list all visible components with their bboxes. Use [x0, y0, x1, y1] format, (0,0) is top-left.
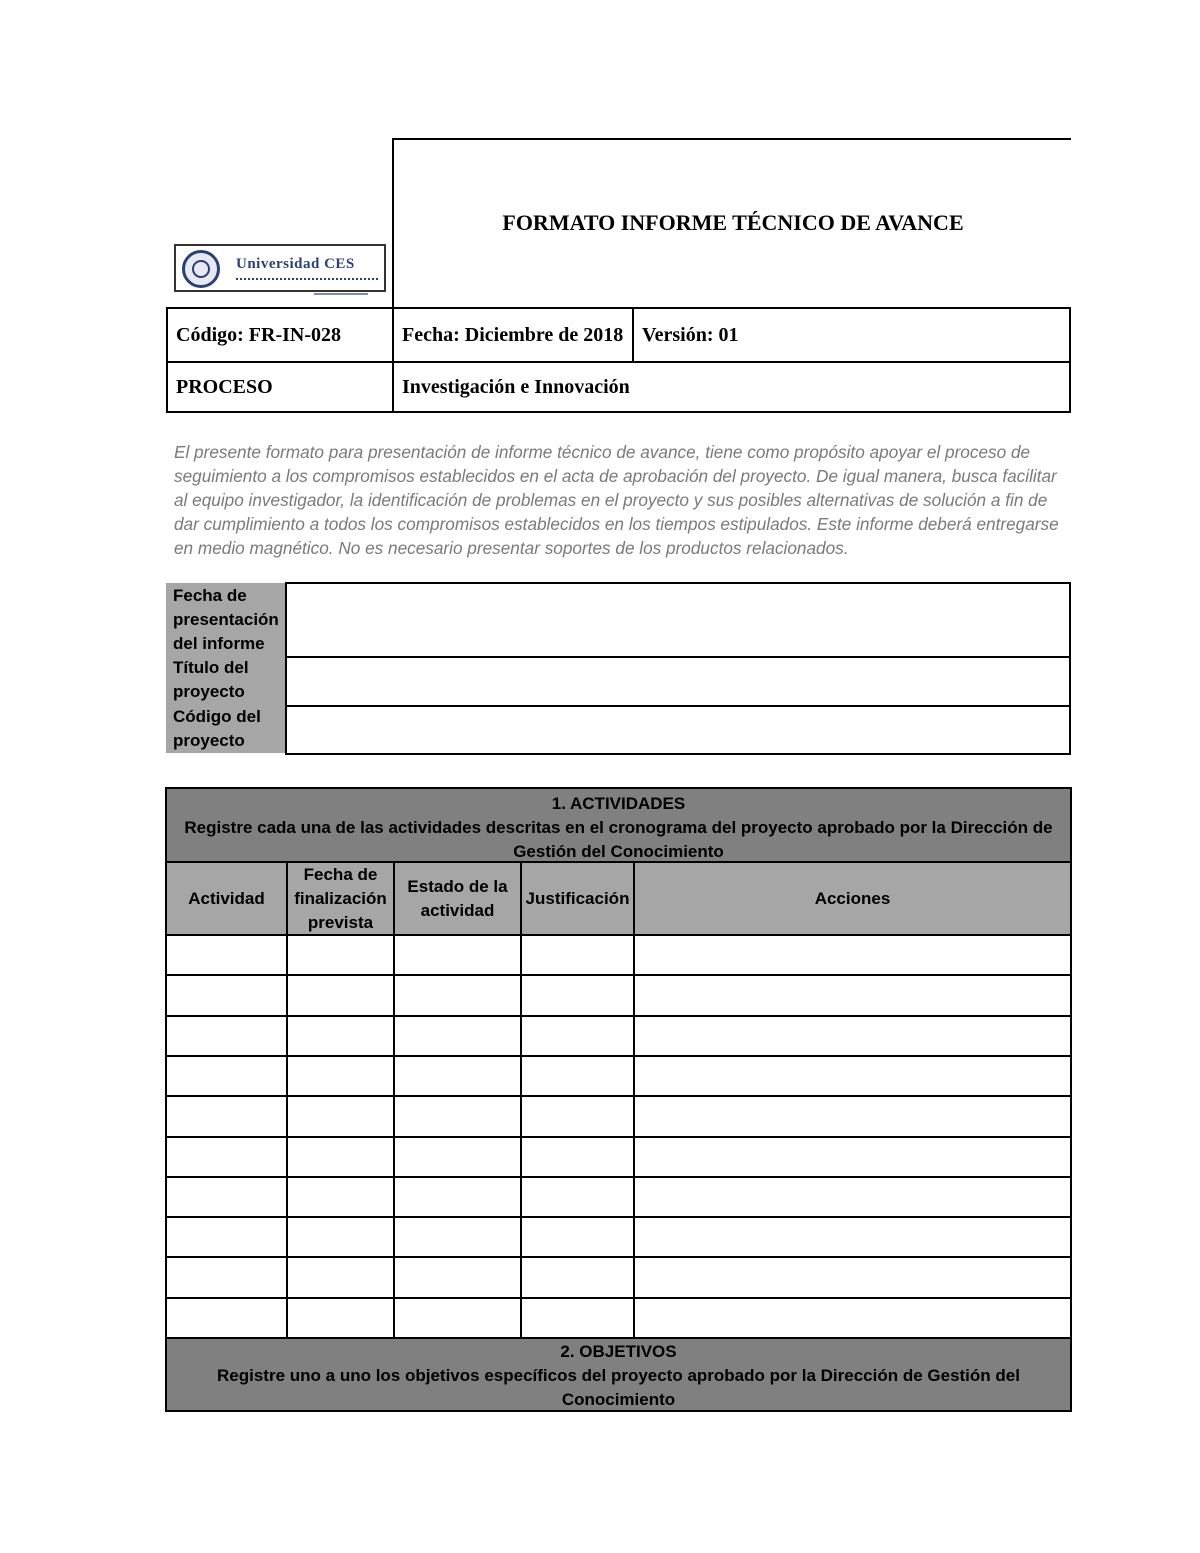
activity-cell[interactable]: [520, 1095, 635, 1138]
activity-cell[interactable]: [286, 1216, 395, 1258]
activity-cell[interactable]: [165, 1256, 288, 1299]
activity-cell[interactable]: [393, 1136, 522, 1178]
activity-cell[interactable]: [633, 1136, 1072, 1178]
column-header-justificacion: Justificación: [520, 861, 635, 936]
column-header-estado: Estado de la actividad: [393, 861, 522, 936]
activity-cell[interactable]: [393, 1015, 522, 1057]
logo-tagline: [236, 278, 378, 282]
document-code: Código: FR-IN-028: [166, 307, 394, 363]
activity-cell[interactable]: [520, 1216, 635, 1258]
activity-cell[interactable]: [165, 1216, 288, 1258]
activity-cell[interactable]: [520, 1136, 635, 1178]
activity-cell[interactable]: [165, 934, 288, 976]
activity-cell[interactable]: [393, 1055, 522, 1097]
university-logo: [174, 244, 386, 292]
activity-cell[interactable]: [286, 1136, 395, 1178]
column-header-actividad: Actividad: [165, 861, 288, 936]
report-date-field[interactable]: [285, 582, 1071, 658]
intro-paragraph: El presente formato para presentación de informe técnico de avance, tiene como propósito apoyar el proceso de seguimiento a los compromisos establecidos en el acta de aprobación del proyecto. De igual manera, busca facilitar al equipo investigador, la identificación de problemas en el proyecto y sus posibles alternativas de solución a fin de dar cumplimiento a todos los compromisos establecidos en los tiempos estipulados. Este informe deberá entregarse en medio magnético. No es necesario presentar soportes de los productos relacionados.: [174, 442, 1059, 558]
objectives-header: [165, 1337, 1072, 1412]
process-value: Investigación e Innovación: [392, 361, 1071, 413]
activity-cell[interactable]: [520, 1297, 635, 1339]
activity-cell[interactable]: [393, 1216, 522, 1258]
activity-cell[interactable]: [286, 1015, 395, 1057]
activity-cell[interactable]: [520, 1256, 635, 1299]
header-divider: [392, 138, 394, 308]
column-header-fecha-finalizacion: Fecha de finalización prevista: [286, 861, 395, 936]
project-title-field[interactable]: [285, 656, 1071, 707]
document-date: Fecha: Diciembre de 2018: [392, 307, 634, 363]
activity-cell[interactable]: [165, 1297, 288, 1339]
header-top-rule: [393, 138, 1071, 140]
activity-cell[interactable]: [165, 1095, 288, 1138]
activity-cell[interactable]: [633, 1176, 1072, 1218]
activity-cell[interactable]: [286, 934, 395, 976]
project-title-label: Título del proyecto: [166, 656, 286, 705]
activity-cell[interactable]: [520, 974, 635, 1017]
activity-cell[interactable]: [393, 1095, 522, 1138]
activity-cell[interactable]: [633, 934, 1072, 976]
activity-cell[interactable]: [393, 934, 522, 976]
process-label: PROCESO: [166, 361, 394, 413]
activity-cell[interactable]: [165, 974, 288, 1017]
objectives-instruction: Registre uno a uno los objetivos específicos del proyecto aprobado por la Dirección de Gestión del Conocimiento: [217, 1366, 1020, 1409]
activities-header: [165, 787, 1072, 863]
activity-cell[interactable]: [633, 1055, 1072, 1097]
activity-cell[interactable]: [633, 1216, 1072, 1258]
project-code-label: Código del proyecto: [166, 705, 286, 753]
activity-cell[interactable]: [165, 1136, 288, 1178]
activity-cell[interactable]: [393, 1176, 522, 1218]
report-date-label: Fecha de presentación del informe: [166, 583, 286, 656]
activity-cell[interactable]: [286, 1176, 395, 1218]
activity-cell[interactable]: [286, 1095, 395, 1138]
activity-cell[interactable]: [633, 974, 1072, 1017]
document-title: FORMATO INFORME TÉCNICO DE AVANCE: [502, 210, 964, 235]
document-version: Versión: 01: [632, 307, 1071, 363]
activity-cell[interactable]: [520, 1015, 635, 1057]
activity-cell[interactable]: [633, 1015, 1072, 1057]
activity-cell[interactable]: [520, 1055, 635, 1097]
logo-underline: [314, 293, 368, 295]
activity-cell[interactable]: [393, 1297, 522, 1339]
activity-cell[interactable]: [286, 1297, 395, 1339]
column-header-acciones: Acciones: [633, 861, 1072, 936]
activity-cell[interactable]: [633, 1297, 1072, 1339]
activity-cell[interactable]: [393, 974, 522, 1017]
activity-cell[interactable]: [286, 1055, 395, 1097]
activity-cell[interactable]: [393, 1256, 522, 1299]
activity-cell[interactable]: [165, 1015, 288, 1057]
activities-instruction: Registre cada una de las actividades descritas en el cronograma del proyecto aprobado por la Dirección de Gestión del Conocimiento: [184, 818, 1053, 861]
university-seal-icon: [182, 250, 220, 288]
activity-cell[interactable]: [286, 974, 395, 1017]
activity-cell[interactable]: [520, 1176, 635, 1218]
activity-cell[interactable]: [286, 1256, 395, 1299]
logo-name: Universidad CES: [236, 256, 355, 272]
activity-cell[interactable]: [633, 1095, 1072, 1138]
project-code-field[interactable]: [285, 705, 1071, 755]
activities-title: 1. ACTIVIDADES: [551, 794, 686, 813]
activity-cell[interactable]: [633, 1256, 1072, 1299]
activity-cell[interactable]: [165, 1055, 288, 1097]
objectives-title: 2. OBJETIVOS: [560, 1342, 677, 1361]
activity-cell[interactable]: [165, 1176, 288, 1218]
activity-cell[interactable]: [520, 934, 635, 976]
